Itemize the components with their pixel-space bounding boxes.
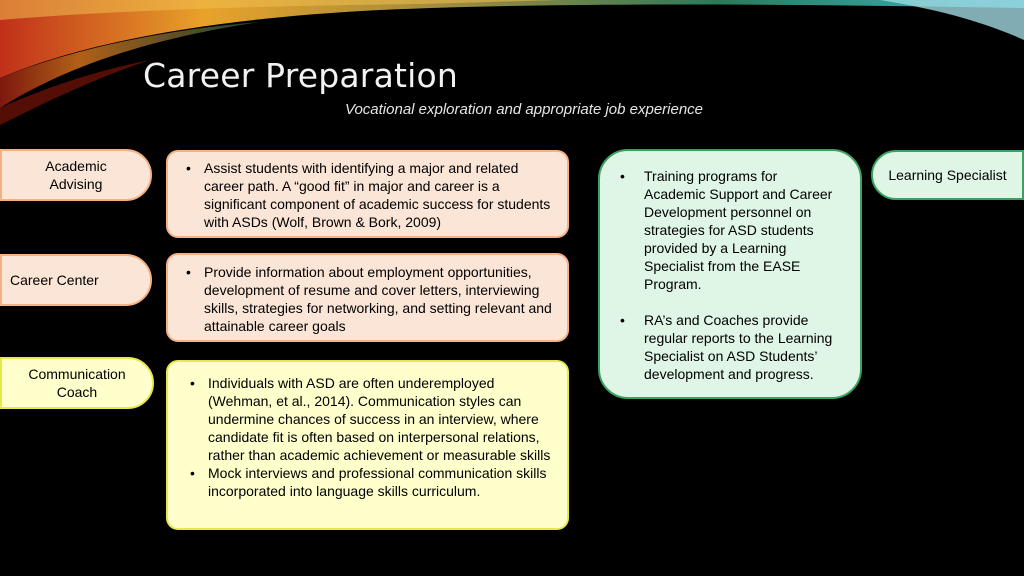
communication-coach-description-box	[166, 360, 569, 530]
learning-specialist-description-box	[598, 149, 862, 399]
tag-label: Career Center	[10, 272, 99, 288]
tag-career-center	[0, 254, 152, 306]
tag-label-line: Advising	[49, 176, 103, 192]
slide-subtitle: Vocational exploration and appropriate job experience	[345, 101, 704, 118]
bullet-item: • Training programs for Academic Support and Career Development personnel on strategies for ASD students provided by a Learning Specialist from the EASE Program.	[610, 167, 840, 293]
tag-label: Learning Specialist	[888, 167, 1007, 183]
bullet-item: • Individuals with ASD are often underemployed (Wehman, et al., 2014). Communication styles can undermine chances of success in an interview, where candidate fit is often based on interpersonal relations, rather than academic achievement or measurable skills	[180, 374, 559, 464]
bullet-item: • Assist students with identifying a major and related career path. A “good fit” in major and career is a significant component of academic success for students with ASDs (Wolf, Brown & Bork, 2009)	[176, 159, 559, 231]
slide-title: Career Preparation	[143, 56, 459, 95]
advising-description-box	[166, 150, 569, 238]
bullet-item: • Mock interviews and professional communication skills incorporated into language skills curriculum.	[180, 464, 559, 500]
tag-label-line: Coach	[56, 384, 98, 400]
tag-communication-coach	[0, 357, 154, 409]
tag-learning-specialist	[871, 150, 1024, 200]
bullet-item: • RA’s and Coaches provide regular reports to the Learning Specialist on ASD Students’ development and progress.	[610, 311, 840, 383]
tag-label-line: Communication	[28, 366, 126, 382]
bullet-item: • Provide information about employment opportunities, development of resume and cover letters, interviewing skills, strategies for networking, and setting relevant and attainable career goals	[176, 263, 559, 335]
tag-label-line: Academic	[45, 158, 107, 174]
career-center-description-box	[166, 253, 569, 342]
tag-academic-advising	[0, 149, 152, 201]
